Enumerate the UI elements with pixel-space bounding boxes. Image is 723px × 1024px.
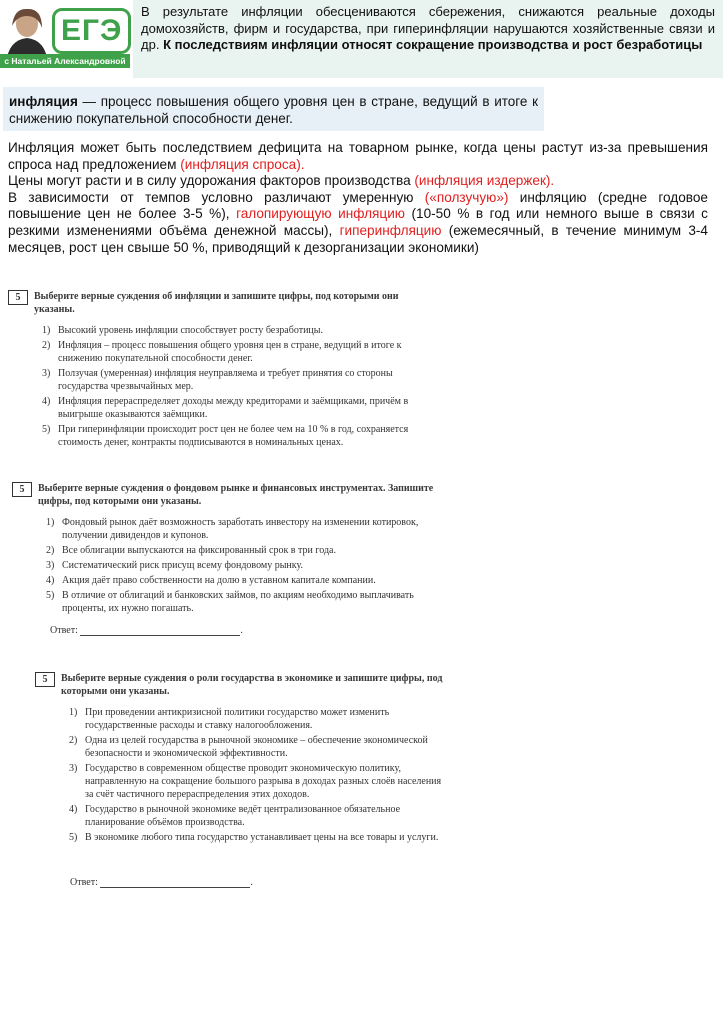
- demand-inflation-term: (инфляция спроса).: [180, 156, 305, 172]
- list-item: 3) Государство в современном обществе проводит экономическую политику, направленную на сокращение большого разрыва в доходах разных слоёв населения за счёт частичного перераспределения этих доходов.: [69, 763, 442, 800]
- answer-line[interactable]: Ответ: .: [70, 877, 253, 888]
- definition-term: инфляция: [9, 94, 78, 109]
- list-item: 2) Все облигации выпускаются на фиксированный срок в три года.: [46, 545, 336, 556]
- task-options: [46, 516, 440, 617]
- p3-text-d: (ежемесячный, в течение минимум 3-4 месяцев, рост цен свыше 50 %, приводящий к дезорганизации экономики): [8, 222, 708, 255]
- list-item: 5) При гиперинфляции происходит рост цен не более чем на 10 % в год, сохраняется стоимость денег, контракты подписываются в номинальных ценах.: [42, 424, 409, 448]
- p1-text: Инфляция может быть последствием дефицита на товарном рынке, когда цены растут из-за превышения спроса над предложением: [8, 140, 708, 172]
- consequences-text: В результате инфляции обесцениваются сбережения, снижаются реальные доходы домохозяйств, фирм и государства, при гиперинфляции нарушаются хозяйственные связи и др.: [141, 4, 715, 52]
- p2-text: Цены могут расти и в силу удорожания факторов производства: [8, 173, 415, 189]
- list-item: 5) В экономике любого типа государство устанавливает цены на все товары и услуги.: [69, 832, 439, 843]
- list-item: 4) Инфляция перераспределяет доходы между кредиторами и заёмщиками, причём в выигрыше оказываются заёмщики.: [42, 396, 409, 420]
- task-number: 5: [8, 290, 28, 305]
- p3-text-c: (10-50 % в год или немного выше в связи с резкими изменениями объёма денежной массы),: [8, 206, 708, 238]
- list-item: 1) Фондовый рынок даёт возможность заработать инвестору на изменении котировок, получении дивидендов и купонов.: [46, 517, 419, 541]
- cost-inflation-paragraph: [8, 173, 708, 190]
- definition-text: — процесс повышения общего уровня цен в стране, ведущий в итоге к снижению покупательной способности денег.: [9, 94, 538, 126]
- list-item: 4) Акция даёт право собственности на долю в уставном капитале компании.: [46, 575, 376, 586]
- task-question: Выберите верные суждения об инфляции и запишите цифры, под которыми они указаны.: [34, 291, 399, 315]
- ege-logo: [0, 0, 132, 72]
- p3-text-a: В зависимости от темпов условно различают умеренную: [8, 189, 425, 205]
- task-options: [69, 706, 445, 846]
- cost-inflation-term: (инфляция издержек).: [414, 173, 555, 189]
- inflation-definition-box: [3, 87, 544, 131]
- list-item: 2) Одна из целей государства в рыночной экономике – обеспечение экономической безопасности и экономической эффективности.: [69, 735, 428, 759]
- answer-field[interactable]: [100, 878, 250, 888]
- list-item: 3) Систематический риск присущ всему фондовому рынку.: [46, 560, 303, 571]
- answer-field[interactable]: [80, 626, 240, 636]
- creeping-term: («ползучую»): [424, 189, 509, 205]
- task-question: Выберите верные суждения о фондовом рынке и финансовых инструментах. Запишите цифры, под которыми они указаны.: [38, 483, 434, 507]
- list-item: 1) Высокий уровень инфляции способствует росту безработицы.: [42, 325, 323, 336]
- author-caption: с Натальей Александровной: [0, 54, 130, 68]
- list-item: 5) В отличие от облигаций и банковских займов, по акциям необходимо выплачивать проценты, их нужно погашать.: [46, 590, 414, 614]
- answer-line[interactable]: Ответ: .: [50, 625, 243, 636]
- inflation-rates-paragraph: [8, 190, 708, 256]
- list-item: 1) При проведении антикризисной политики государство может изменить государственные расходы и ставку налогообложения.: [69, 707, 390, 731]
- task-options: [42, 324, 438, 451]
- p3-text-b: инфляцию (средне годовое повышение цен не более 3-5 %),: [8, 189, 708, 222]
- task-number: 5: [12, 482, 32, 497]
- list-item: 3) Ползучая (умеренная) инфляция неуправляема и требует принятия со стороны государства чрезвычайных мер.: [42, 368, 393, 392]
- consequences-bold: К последствиям инфляции относят сокращение производства и рост безработицы: [163, 37, 703, 52]
- task-question: Выберите верные суждения о роли государства в экономике и запишите цифры, под которыми они указаны.: [61, 673, 443, 697]
- list-item: 4) Государство в рыночной экономике ведёт централизованное обязательное планирование объёмов производства.: [69, 804, 401, 828]
- logo-text: ЕГЭ: [52, 8, 131, 54]
- answer-label: Ответ:: [70, 877, 98, 888]
- hyperinflation-term: гиперинфляцию: [339, 222, 442, 238]
- galloping-term: галопирующую инфляцию: [236, 206, 405, 222]
- inflation-consequences-box: [133, 0, 723, 78]
- inflation-types-text: [8, 140, 708, 256]
- answer-label: Ответ:: [50, 625, 78, 636]
- demand-inflation-paragraph: [8, 140, 708, 173]
- task-number: 5: [35, 672, 55, 687]
- list-item: 2) Инфляция – процесс повышения общего уровня цен в стране, ведущий в итоге к снижению покупательной способности денег.: [42, 340, 402, 364]
